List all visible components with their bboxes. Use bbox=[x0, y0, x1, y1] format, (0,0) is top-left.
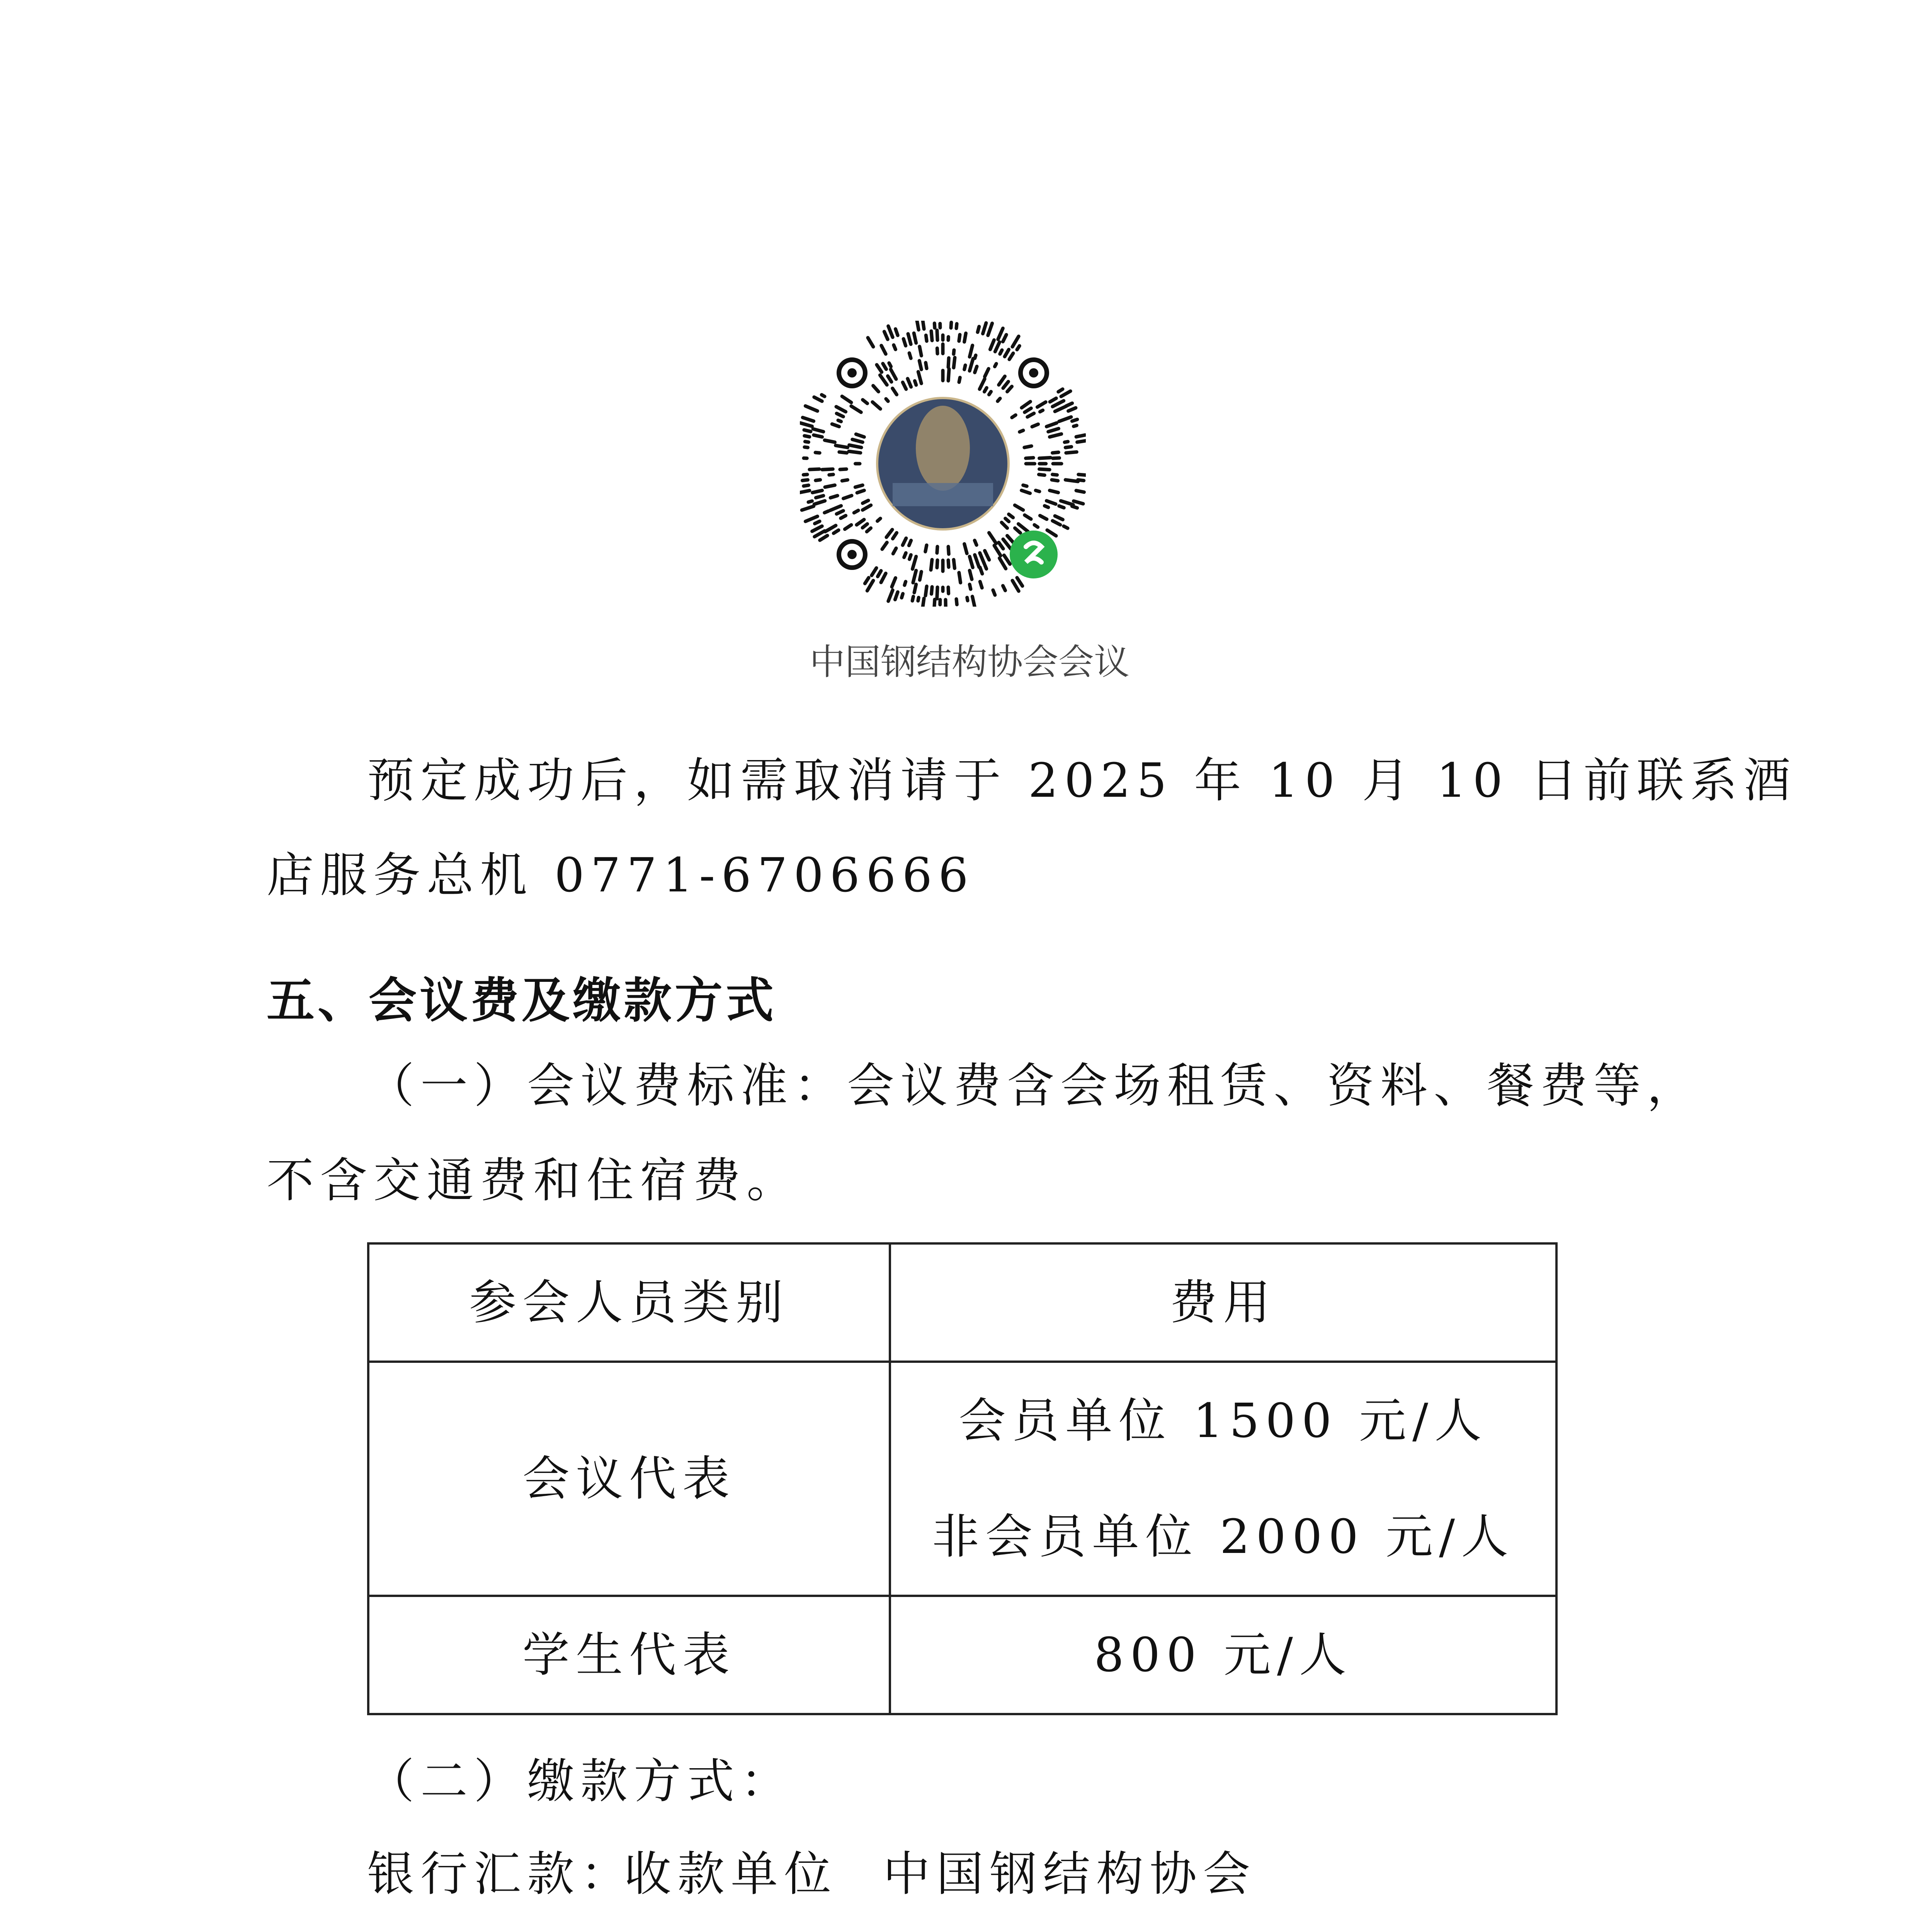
fee-intro-line-2: 不含交通费和住宿费。 bbox=[267, 1153, 800, 1208]
qr-dot bbox=[948, 547, 949, 554]
qr-dot bbox=[931, 587, 932, 594]
qr-dot bbox=[1039, 457, 1051, 458]
qr-dot bbox=[813, 490, 822, 493]
qr-dot bbox=[1078, 474, 1086, 475]
qr-dot bbox=[909, 555, 911, 559]
qr-dot bbox=[1065, 480, 1078, 481]
qr-dot bbox=[1034, 525, 1038, 527]
qr-dot bbox=[970, 584, 971, 589]
qr-dot bbox=[1050, 490, 1058, 493]
payee-label: 收款单位 bbox=[624, 1847, 837, 1901]
qr-dot bbox=[1076, 435, 1085, 437]
qr-dot bbox=[842, 480, 847, 481]
qr-dot bbox=[975, 355, 976, 358]
qr-dot bbox=[867, 580, 873, 590]
qr-dot bbox=[1050, 434, 1061, 437]
qr-dot bbox=[994, 546, 1001, 556]
qr-dot bbox=[948, 358, 949, 367]
qr-dot bbox=[975, 555, 979, 567]
payment-heading: （二）缴款方式： bbox=[367, 1754, 794, 1809]
qr-dot bbox=[964, 544, 967, 554]
qr-dot bbox=[884, 332, 888, 339]
qr-dot bbox=[1025, 408, 1031, 412]
qr-caption: 中国钢结构协会会议 bbox=[810, 641, 1130, 683]
qr-dot bbox=[832, 424, 839, 427]
qr-dot bbox=[926, 335, 927, 341]
qr-dot bbox=[1046, 501, 1056, 504]
qr-dot bbox=[993, 590, 995, 595]
table-cell-fee: 800 元/人 bbox=[890, 1596, 1556, 1714]
qr-dot bbox=[803, 474, 807, 475]
qr-dot bbox=[908, 379, 911, 387]
qr-dot bbox=[908, 334, 911, 344]
qr-dot bbox=[1017, 578, 1022, 586]
qr-dot bbox=[1066, 452, 1077, 453]
payee-value: 中国钢结构协会 bbox=[883, 1847, 1256, 1901]
qr-dot bbox=[1044, 506, 1048, 507]
qr-dot bbox=[1005, 350, 1009, 357]
qr-dot bbox=[925, 586, 927, 595]
qr-dot bbox=[972, 597, 975, 607]
qr-dot bbox=[999, 543, 1004, 549]
qr-dot bbox=[919, 361, 921, 370]
qr-dot bbox=[985, 388, 987, 392]
qr-dot bbox=[956, 324, 957, 328]
qr-dot bbox=[995, 342, 999, 352]
qr-dot bbox=[1015, 505, 1023, 510]
qr-dot bbox=[995, 364, 996, 366]
table-header-cell: 费用 bbox=[890, 1243, 1556, 1362]
qr-dot bbox=[893, 533, 896, 539]
fee-table bbox=[367, 1242, 1558, 1715]
qr-dot bbox=[862, 524, 867, 528]
qr-dot bbox=[888, 590, 893, 601]
table-row bbox=[368, 1362, 1556, 1596]
qr-dot bbox=[845, 525, 851, 529]
qr-dot bbox=[1009, 514, 1013, 518]
qr-dot bbox=[881, 573, 886, 583]
qr-dot bbox=[822, 395, 825, 396]
qr-dot bbox=[800, 423, 812, 427]
mini-program-badge-icon bbox=[1010, 531, 1058, 578]
qr-dot bbox=[891, 369, 896, 379]
qr-dot bbox=[975, 541, 976, 545]
qr-dot bbox=[873, 402, 880, 409]
qr-dot bbox=[800, 491, 810, 493]
qr-dot bbox=[1052, 480, 1058, 481]
qr-dot bbox=[918, 597, 919, 601]
qr-dot bbox=[888, 326, 893, 337]
qr-dot bbox=[849, 445, 861, 447]
qr-dot bbox=[815, 531, 825, 537]
qr-dot bbox=[889, 363, 891, 366]
qr-dot bbox=[1007, 386, 1012, 391]
qr-dot bbox=[1017, 346, 1019, 350]
qr-dot bbox=[830, 496, 837, 498]
qr-dot bbox=[903, 382, 906, 389]
qr-dot bbox=[808, 501, 812, 502]
qr-dot bbox=[948, 560, 949, 567]
qr-dot bbox=[881, 345, 886, 354]
qr-dot bbox=[802, 506, 814, 510]
qr-dot bbox=[1046, 423, 1056, 427]
qr-dot bbox=[1061, 391, 1070, 396]
qr-dot bbox=[980, 567, 982, 574]
qr-dot bbox=[1009, 353, 1013, 359]
qr-dot bbox=[948, 587, 949, 594]
qr-dot bbox=[904, 553, 906, 557]
qr-code bbox=[800, 321, 1086, 607]
qr-dot bbox=[878, 519, 881, 521]
qr-dot bbox=[867, 528, 871, 532]
qr-dot bbox=[909, 541, 911, 546]
qr-dot bbox=[805, 436, 810, 437]
qr-dot bbox=[990, 340, 994, 349]
qr-dot bbox=[1025, 515, 1031, 519]
qr-dot bbox=[903, 538, 906, 545]
qr-dot bbox=[812, 526, 822, 531]
qr-dot bbox=[1037, 402, 1046, 407]
qr-dot bbox=[964, 365, 966, 369]
qr-dot bbox=[804, 430, 811, 432]
qr-dot bbox=[880, 375, 887, 385]
qr-dot bbox=[1004, 555, 1010, 564]
qr-dot bbox=[892, 578, 896, 587]
qr-dot bbox=[918, 372, 921, 383]
qr-dot bbox=[998, 398, 1000, 401]
qr-dot bbox=[920, 347, 922, 356]
qr-dot bbox=[883, 364, 886, 369]
qr-dot bbox=[802, 480, 808, 481]
qr-dot bbox=[1072, 419, 1077, 421]
qr-dot bbox=[1061, 501, 1073, 505]
qr-dot bbox=[954, 357, 955, 367]
qr-dot bbox=[837, 511, 843, 514]
qr-dot bbox=[934, 599, 935, 607]
qr-dot bbox=[925, 545, 927, 552]
qr-dot bbox=[1022, 401, 1031, 408]
qr-dot bbox=[839, 452, 847, 453]
qr-dot bbox=[868, 338, 873, 347]
qr-dot bbox=[1073, 425, 1077, 426]
fee-non-member: 非会员单位 2000 元/人 bbox=[932, 1509, 1515, 1564]
qr-dot bbox=[959, 573, 961, 583]
qr-dot bbox=[803, 418, 813, 421]
qr-dot bbox=[914, 584, 916, 592]
qr-dot bbox=[970, 570, 972, 579]
qr-dot bbox=[998, 328, 1003, 340]
qr-dot bbox=[814, 501, 825, 504]
qr-dot bbox=[1053, 401, 1064, 406]
qr-dot bbox=[956, 599, 957, 604]
qr-dot bbox=[964, 333, 966, 342]
qr-dot bbox=[1040, 515, 1047, 519]
qr-dot bbox=[1068, 408, 1076, 411]
qr-dot bbox=[1032, 424, 1038, 427]
qr-dot bbox=[886, 530, 892, 537]
qr-dot bbox=[983, 323, 986, 334]
qr-dot bbox=[1053, 521, 1060, 525]
qr-dot bbox=[838, 420, 841, 422]
qr-dot bbox=[954, 560, 955, 568]
qr-dot bbox=[854, 510, 858, 513]
qr-dot bbox=[888, 376, 891, 382]
qr-dot bbox=[1078, 480, 1084, 481]
qr-dot bbox=[1000, 350, 1002, 354]
qr-dot bbox=[1002, 522, 1007, 528]
qr-dot bbox=[931, 331, 932, 340]
qr-dot bbox=[985, 551, 989, 560]
qr-dot bbox=[857, 490, 864, 493]
qr-dot bbox=[833, 530, 839, 533]
qr-dot bbox=[1023, 485, 1027, 486]
table-cell-category: 学生代表 bbox=[368, 1596, 890, 1714]
qr-dot bbox=[1076, 491, 1084, 492]
qr-dot bbox=[980, 582, 982, 588]
qr-dot bbox=[1048, 429, 1059, 432]
qr-dot bbox=[1007, 536, 1014, 543]
qr-dot bbox=[980, 379, 985, 389]
qr-dot bbox=[863, 400, 867, 404]
qr-dot bbox=[975, 366, 977, 372]
qr-dot bbox=[1012, 580, 1019, 591]
qr-dot bbox=[1047, 530, 1056, 536]
qr-dot bbox=[882, 543, 887, 549]
qr-dot bbox=[816, 496, 823, 498]
qr-dot bbox=[1053, 474, 1057, 475]
qr-dot bbox=[985, 565, 987, 569]
qr-dot bbox=[915, 381, 916, 385]
qr-dot bbox=[1053, 452, 1059, 453]
qr-dot bbox=[931, 560, 932, 570]
qr-dot bbox=[980, 553, 985, 564]
qr-dot bbox=[1024, 446, 1031, 447]
qr-dot bbox=[1059, 506, 1064, 508]
qr-dot bbox=[999, 376, 1005, 385]
qr-dot bbox=[922, 321, 924, 329]
table-header-cell: 参会人员类别 bbox=[368, 1243, 890, 1362]
qr-dot bbox=[849, 451, 861, 453]
qr-dot bbox=[903, 339, 906, 346]
qr-dot bbox=[988, 323, 992, 335]
qr-dot bbox=[959, 335, 960, 341]
qr-dot bbox=[920, 572, 921, 580]
qr-dot bbox=[857, 520, 864, 525]
qr-dot bbox=[1000, 558, 1006, 568]
qr-dot bbox=[1003, 586, 1005, 590]
table-cell-fee bbox=[890, 1362, 1556, 1596]
fee-intro-line-1: （一）会议费标准：会议费含会场租赁、资料、餐费等， bbox=[367, 1058, 1700, 1113]
qr-dot bbox=[967, 597, 968, 600]
qr-dot bbox=[1066, 403, 1072, 406]
qr-dot bbox=[1055, 406, 1066, 412]
qr-dot bbox=[1015, 528, 1020, 533]
qr-dot bbox=[922, 599, 924, 607]
qr-dot bbox=[1059, 417, 1071, 421]
qr-dot bbox=[934, 323, 935, 328]
qr-dot bbox=[978, 327, 979, 332]
qr-dot bbox=[836, 446, 848, 447]
qr-dot bbox=[825, 440, 835, 442]
table-row bbox=[368, 1596, 1556, 1714]
qr-dot bbox=[814, 435, 822, 437]
qr-dot bbox=[985, 369, 988, 376]
qr-dot bbox=[836, 406, 846, 412]
qr-dot bbox=[1064, 526, 1068, 528]
qr-dot bbox=[862, 505, 871, 510]
qr-dot bbox=[814, 397, 822, 401]
qr-dot bbox=[893, 388, 897, 395]
qr-dot bbox=[895, 329, 898, 335]
qr-dot bbox=[842, 396, 851, 403]
qr-dot bbox=[893, 548, 896, 554]
qr-dot bbox=[913, 570, 916, 583]
table-header-row bbox=[368, 1243, 1556, 1362]
qr-dot bbox=[912, 597, 913, 601]
qr-dot bbox=[862, 500, 868, 503]
qr-dot bbox=[878, 571, 881, 577]
qr-dot bbox=[926, 363, 927, 369]
bank-label: 银行汇款： bbox=[367, 1847, 634, 1901]
qr-dot bbox=[830, 506, 841, 510]
fee-member: 会员单位 1500 元/人 bbox=[958, 1393, 1488, 1448]
qr-dot bbox=[917, 321, 919, 330]
qr-dot bbox=[877, 365, 882, 372]
qr-dot bbox=[1072, 506, 1077, 508]
qr-dot bbox=[970, 556, 973, 567]
qr-dot bbox=[886, 399, 888, 401]
qr-dot bbox=[825, 485, 835, 487]
qr-dot bbox=[1012, 415, 1016, 417]
qr-dot bbox=[1055, 516, 1063, 520]
qr-dot bbox=[805, 406, 817, 411]
qr-dot bbox=[837, 413, 843, 417]
notice-line-1: 预定成功后，如需取消请于 2025 年 10 月 10 日前联系酒 bbox=[367, 753, 1797, 808]
qr-dot bbox=[852, 439, 862, 442]
table-cell-category: 会议代表 bbox=[368, 1362, 890, 1596]
qr-dot bbox=[865, 578, 869, 583]
qr-dot bbox=[1020, 430, 1023, 432]
qr-dot bbox=[1036, 490, 1039, 492]
qr-dot bbox=[909, 353, 911, 359]
qr-dot bbox=[989, 533, 996, 544]
qr-dot bbox=[970, 359, 973, 371]
qr-dot bbox=[825, 511, 829, 512]
qr-dot bbox=[820, 536, 827, 540]
qr-dot bbox=[948, 369, 949, 381]
qr-dot bbox=[825, 526, 836, 532]
qr-dot bbox=[1003, 382, 1009, 388]
qr-dot bbox=[894, 345, 896, 349]
qr-dot bbox=[1003, 335, 1006, 342]
qr-dot bbox=[1073, 501, 1083, 504]
qr-dot bbox=[1077, 441, 1086, 442]
qr-dot bbox=[873, 386, 879, 392]
notice-line-2: 店服务总机 0771-6706666 bbox=[267, 848, 975, 903]
qr-dot bbox=[816, 480, 820, 481]
qr-dot bbox=[1058, 389, 1063, 392]
qr-dot bbox=[1039, 474, 1044, 475]
qr-dot bbox=[1012, 336, 1019, 347]
qr-dot bbox=[989, 391, 991, 395]
section-heading: 五、会议费及缴款方式 bbox=[267, 973, 777, 1029]
qr-dot bbox=[914, 333, 916, 343]
qr-dot bbox=[872, 568, 876, 575]
qr-dot bbox=[902, 594, 903, 598]
qr-dot bbox=[855, 485, 862, 487]
qr-dot bbox=[815, 452, 820, 453]
qr-dot bbox=[844, 496, 852, 499]
qr-dot bbox=[805, 516, 817, 521]
qr-dot bbox=[851, 406, 861, 412]
qr-dot bbox=[1027, 413, 1034, 417]
qr-dot bbox=[856, 434, 864, 437]
qr-dot bbox=[1005, 519, 1009, 522]
qr-dot bbox=[959, 378, 960, 382]
qr-dot bbox=[895, 592, 898, 600]
qr-dot bbox=[815, 521, 820, 524]
qr-dot bbox=[829, 474, 833, 475]
qr-dot bbox=[841, 515, 846, 518]
qr-dot bbox=[912, 556, 916, 569]
qr-dot bbox=[813, 429, 823, 432]
qr-dot bbox=[804, 485, 809, 486]
qr-dot bbox=[1022, 490, 1030, 493]
qr-dot bbox=[905, 582, 906, 585]
qr-dot bbox=[970, 345, 972, 357]
qr-dot bbox=[1040, 410, 1043, 412]
qr-dot bbox=[1050, 398, 1056, 402]
